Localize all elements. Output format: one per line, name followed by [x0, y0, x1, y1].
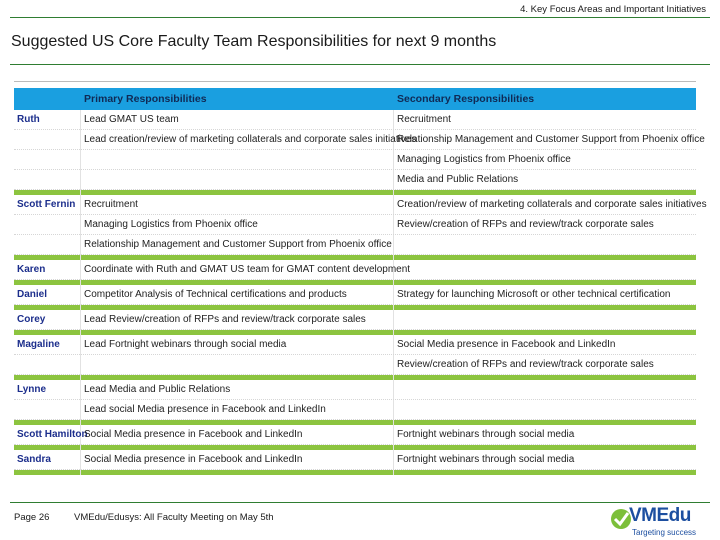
secondary-responsibility: Fortnight webinars through social media	[397, 454, 575, 465]
secondary-responsibility: Review/creation of RFPs and review/track corporate sales	[397, 359, 654, 370]
table-row	[14, 195, 707, 215]
page-title: Suggested US Core Faculty Team Responsibilities for next 9 months	[11, 33, 497, 50]
table-row	[14, 355, 696, 375]
table-row	[14, 400, 696, 420]
faculty-name: Magaline	[17, 339, 60, 350]
table-header-row	[14, 88, 696, 110]
faculty-name: Daniel	[17, 289, 48, 300]
faculty-name: Karen	[17, 264, 46, 275]
primary-responsibility: Lead creation/review of marketing collaterals and corporate sales initiatives	[84, 134, 417, 145]
primary-responsibility: Lead social Media presence in Facebook and LinkedIn	[84, 404, 326, 415]
faculty-name: Ruth	[17, 114, 40, 125]
secondary-responsibility: Managing Logistics from Phoenix office	[397, 154, 571, 165]
header-primary: Primary Responsibilities	[84, 93, 207, 105]
logo-tagline: Targeting success	[632, 528, 697, 537]
footer-divider	[10, 502, 710, 503]
responsibilities-table	[14, 81, 707, 475]
faculty-name: Sandra	[17, 454, 51, 465]
secondary-responsibility: Media and Public Relations	[397, 174, 519, 185]
table-row	[14, 150, 696, 170]
secondary-responsibility: Strategy for launching Microsoft or other technical certification	[397, 289, 671, 300]
primary-responsibility: Relationship Management and Customer Support from Phoenix office	[84, 239, 392, 250]
title-divider	[10, 64, 710, 65]
meeting-caption: VMEdu/Edusys: All Faculty Meeting on May 5th	[74, 512, 274, 523]
secondary-responsibility: Review/creation of RFPs and review/track corporate sales	[397, 219, 654, 230]
table-body	[14, 110, 707, 475]
secondary-responsibility: Relationship Management and Customer Support from Phoenix office	[397, 134, 705, 145]
faculty-name: Scott Hamilton	[17, 429, 88, 440]
table-top-strip	[14, 81, 696, 88]
faculty-name: Lynne	[17, 384, 47, 395]
primary-responsibility: Managing Logistics from Phoenix office	[84, 219, 258, 230]
primary-responsibility: Lead Review/creation of RFPs and review/track corporate sales	[84, 314, 366, 325]
section-label: 4. Key Focus Areas and Important Initiatives	[520, 4, 706, 15]
group-separator	[14, 470, 696, 475]
table-row	[14, 170, 696, 190]
table-row	[14, 260, 696, 280]
primary-responsibility: Competitor Analysis of Technical certifications and products	[84, 289, 347, 300]
primary-responsibility: Social Media presence in Facebook and LinkedIn	[84, 429, 303, 440]
logo-text: VMEdu	[629, 505, 691, 526]
secondary-responsibility: Social Media presence in Facebook and LinkedIn	[397, 339, 616, 350]
primary-responsibility: Coordinate with Ruth and GMAT US team for GMAT content development	[84, 264, 411, 275]
faculty-name: Scott Fernin	[17, 199, 76, 210]
secondary-responsibility: Creation/review of marketing collaterals and corporate sales initiatives	[397, 199, 707, 210]
primary-responsibility: Lead Fortnight webinars through social media	[84, 339, 287, 350]
table-row	[14, 335, 696, 355]
table-row	[14, 130, 705, 150]
primary-responsibility: Lead Media and Public Relations	[84, 384, 231, 395]
faculty-name: Corey	[17, 314, 46, 325]
top-divider	[10, 17, 710, 18]
header-secondary: Secondary Responsibilities	[397, 93, 535, 105]
primary-responsibility: Social Media presence in Facebook and LinkedIn	[84, 454, 303, 465]
page-number: Page 26	[14, 512, 50, 523]
table-row	[14, 425, 696, 445]
table-row	[14, 380, 696, 400]
primary-responsibility: Lead GMAT US team	[84, 114, 179, 125]
table-row	[14, 310, 696, 330]
table-row	[14, 285, 696, 305]
table-row	[14, 235, 696, 255]
table-row	[14, 215, 696, 235]
secondary-responsibility: Fortnight webinars through social media	[397, 429, 575, 440]
secondary-responsibility: Recruitment	[397, 114, 451, 125]
table-row	[14, 110, 696, 130]
primary-responsibility: Recruitment	[84, 199, 138, 210]
table-row	[14, 450, 696, 470]
